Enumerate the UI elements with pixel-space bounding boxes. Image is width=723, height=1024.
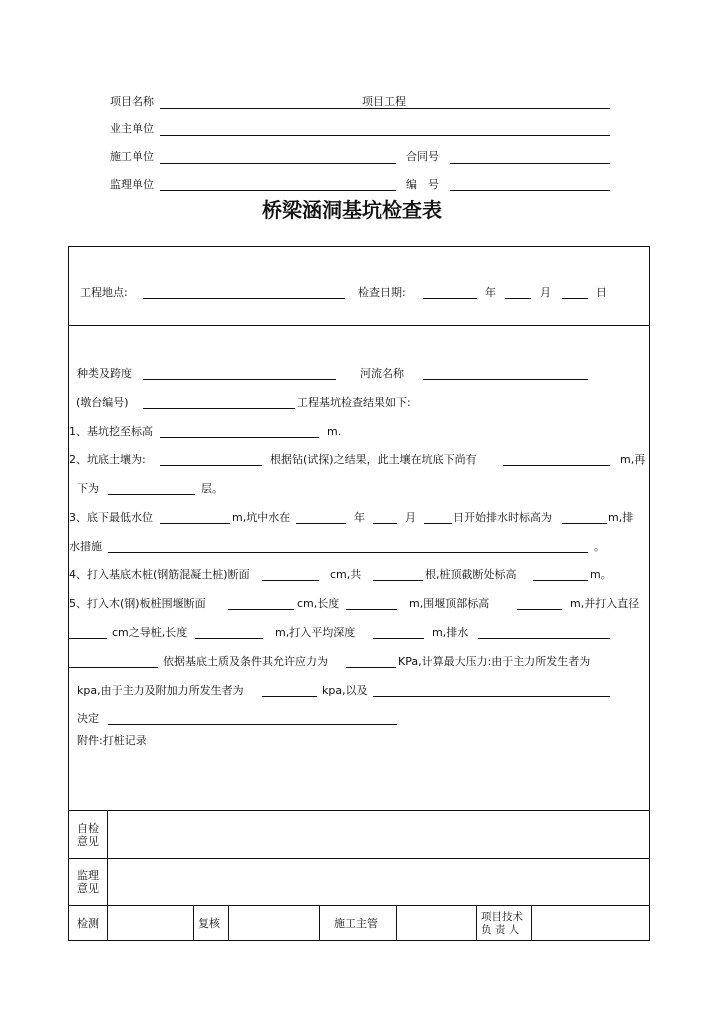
col-divider-2 bbox=[193, 905, 194, 941]
inspection-label: 检测 bbox=[77, 917, 99, 930]
date-day-field[interactable] bbox=[562, 298, 588, 299]
item2-text-d: 下为 bbox=[77, 482, 99, 495]
owner-field[interactable] bbox=[160, 135, 610, 136]
item2-text-b: 根据钻(试探)之结果，此土壤在坑底下尚有 bbox=[270, 453, 477, 466]
river-field[interactable] bbox=[423, 379, 588, 380]
item6-text-a: 依据基底土质及条件其允许应力为 bbox=[163, 655, 328, 668]
inspection-sign-field[interactable] bbox=[108, 906, 192, 940]
item5-guide-length-field[interactable] bbox=[195, 638, 263, 639]
item3-text-g: 水措施 bbox=[69, 540, 102, 553]
river-label: 河流名称 bbox=[360, 367, 404, 380]
contractor-label: 施工单位 bbox=[110, 150, 154, 163]
self-check-opinion-field[interactable] bbox=[108, 811, 649, 857]
project-name-label: 项目名称 bbox=[110, 95, 154, 108]
item3-year-field[interactable] bbox=[296, 523, 346, 524]
item3-text-b: m,坑中水在 bbox=[232, 511, 291, 524]
item2-text-a: 2、坑底土壤为: bbox=[69, 453, 146, 466]
year-label: 年 bbox=[485, 286, 496, 299]
date-month-field[interactable] bbox=[505, 298, 531, 299]
item6-prefix-field[interactable] bbox=[69, 667, 158, 668]
construction-manager-sign-field[interactable] bbox=[397, 906, 475, 940]
item3-text-h: 。 bbox=[594, 540, 605, 553]
item4-section-field[interactable] bbox=[262, 580, 319, 581]
contractor-field[interactable] bbox=[160, 163, 396, 164]
item2-depth-field[interactable] bbox=[503, 465, 610, 466]
item5-text-a: 5、打入木(钢)板桩围堰断面 bbox=[69, 597, 206, 610]
col-divider-4 bbox=[319, 905, 320, 941]
item3-text-e: 日开始排水时标高为 bbox=[453, 511, 552, 524]
decision-label: 决定 bbox=[77, 712, 99, 725]
item3-text-c: 年 bbox=[354, 511, 365, 524]
date-year-field[interactable] bbox=[423, 298, 477, 299]
pier-no-label: (墩台编号) bbox=[76, 396, 129, 409]
item5-drain-field[interactable] bbox=[478, 638, 610, 639]
owner-label: 业主单位 bbox=[110, 122, 154, 135]
item1-text-b: m. bbox=[327, 425, 342, 438]
item5-text-e: cm之导桩,长度 bbox=[112, 626, 188, 639]
location-label: 工程地点: bbox=[80, 286, 128, 299]
type-span-label: 种类及跨度 bbox=[77, 367, 132, 380]
item5-text-b: cm,长度 bbox=[297, 597, 340, 610]
item2-layer-field[interactable] bbox=[108, 494, 195, 495]
contract-no-field[interactable] bbox=[450, 163, 610, 164]
serial-no-label: 编 号 bbox=[406, 178, 439, 191]
attachment-text: 附件:打桩记录 bbox=[77, 734, 147, 747]
tech-lead-sign-field[interactable] bbox=[532, 906, 649, 940]
item6-text-d: kpa,以及 bbox=[322, 684, 368, 697]
item5-text-d: m,并打入直径 bbox=[570, 597, 640, 610]
item5-section-field[interactable] bbox=[228, 609, 294, 610]
contract-no-label: 合同号 bbox=[406, 150, 439, 163]
item5-text-g: m,排水 bbox=[432, 626, 469, 639]
review-sign-field[interactable] bbox=[229, 906, 318, 940]
supervision-label-line2: 意见 bbox=[77, 882, 99, 895]
item2-text-c: m,再 bbox=[620, 453, 646, 466]
item4-text-c: 根,桩顶截断处标高 bbox=[425, 568, 517, 581]
month-label: 月 bbox=[540, 286, 551, 299]
serial-no-field[interactable] bbox=[450, 190, 610, 191]
item3-text-f: m,排 bbox=[608, 511, 634, 524]
pier-no-field[interactable] bbox=[143, 408, 295, 409]
page-title: 桥梁涵洞基坑检查表 bbox=[262, 198, 442, 222]
item5-diameter-field[interactable] bbox=[69, 638, 107, 639]
item5-text-c: m,围堰顶部标高 bbox=[409, 597, 490, 610]
supervision-opinion-field[interactable] bbox=[108, 859, 649, 904]
item5-depth-field[interactable] bbox=[373, 638, 424, 639]
item3-text-a: 3、底下最低水位 bbox=[69, 511, 153, 524]
construction-manager-label: 施工主管 bbox=[334, 917, 378, 930]
location-field[interactable] bbox=[143, 298, 345, 299]
supervisor-label: 监理单位 bbox=[110, 178, 154, 191]
item5-top-elevation-field[interactable] bbox=[517, 609, 562, 610]
tech-lead-label-line1: 项目技术 bbox=[481, 911, 523, 923]
item3-month-field[interactable] bbox=[373, 523, 397, 524]
day-label: 日 bbox=[596, 286, 607, 299]
tech-lead-label-line2: 负 责 人 bbox=[481, 924, 520, 936]
item3-water-level-field[interactable] bbox=[160, 523, 230, 524]
item4-cutoff-elevation-field[interactable] bbox=[533, 580, 588, 581]
item3-day-field[interactable] bbox=[424, 523, 452, 524]
project-name-value[interactable]: 项目工程 bbox=[362, 95, 406, 108]
item6-main-load-field[interactable] bbox=[262, 696, 317, 697]
item3-drain-method-field[interactable] bbox=[108, 552, 588, 553]
item5-text-f: m,打入平均深度 bbox=[275, 626, 356, 639]
item4-text-b: cm,共 bbox=[330, 568, 362, 581]
item6-text-c: kpa,由于主力及附加力所发生者为 bbox=[77, 684, 244, 697]
item4-text-a: 4、打入基底木桩(钢筋混凝土桩)断面 bbox=[69, 568, 250, 581]
result-intro: 工程基坑检查结果如下: bbox=[297, 396, 411, 409]
decision-field[interactable] bbox=[108, 724, 397, 725]
item3-text-d: 月 bbox=[405, 511, 416, 524]
supervision-label-line1: 监理 bbox=[77, 869, 99, 882]
self-check-label-line1: 自检 bbox=[77, 822, 99, 835]
review-label: 复核 bbox=[198, 917, 220, 930]
supervisor-field[interactable] bbox=[160, 190, 396, 191]
item6-other-field[interactable] bbox=[373, 696, 610, 697]
item1-text-a: 1、基坑挖至标高 bbox=[69, 425, 153, 438]
row-divider-1 bbox=[68, 325, 650, 326]
date-label: 检查日期: bbox=[358, 286, 406, 299]
item2-text-e: 层。 bbox=[201, 482, 223, 495]
self-check-label-line2: 意见 bbox=[77, 835, 99, 848]
item5-length-field[interactable] bbox=[346, 609, 397, 610]
item4-text-d: m。 bbox=[590, 568, 612, 581]
item6-allowable-stress-field[interactable] bbox=[346, 667, 396, 668]
item4-count-field[interactable] bbox=[373, 580, 423, 581]
item6-text-b: KPa,计算最大压力:由于主力所发生者为 bbox=[398, 655, 591, 668]
item2-soil-field[interactable] bbox=[160, 465, 262, 466]
col-divider-6 bbox=[476, 905, 477, 941]
type-span-field[interactable] bbox=[143, 379, 336, 380]
item1-elevation-field[interactable] bbox=[160, 437, 319, 438]
item3-drain-elevation-field[interactable] bbox=[562, 523, 607, 524]
